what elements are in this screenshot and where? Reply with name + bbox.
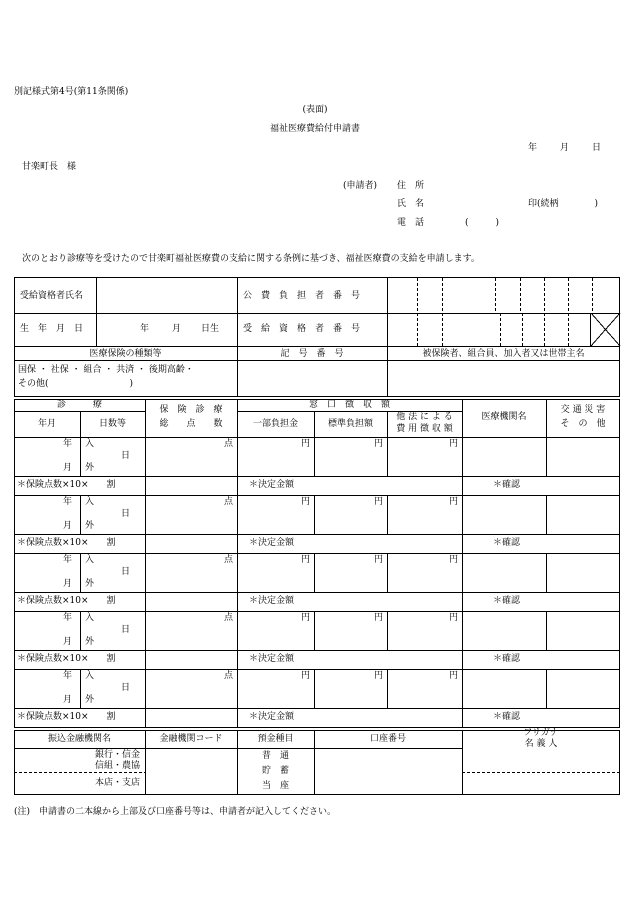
row-other-yen: 円 [449, 613, 459, 623]
row-outpatient-label: 外 [85, 579, 95, 589]
row-standard-yen: 円 [374, 555, 384, 565]
insurance-points-header-line1: 保 険 診 療 [159, 405, 223, 415]
traffic-accident-header-line2: そ の 他 [560, 419, 606, 429]
row-points-unit: 点 [224, 439, 234, 449]
footer-note: (注) 申請書の二本線から上部及び口座番号等は、申請者が記入してください。 [14, 807, 337, 817]
row-confirm-label: ＊確認 [493, 654, 521, 664]
row-decided-label: ＊決定金額 [249, 480, 295, 490]
bank-kinds-line1: 銀行・信金 [94, 750, 140, 760]
row-confirm-label: ＊確認 [493, 538, 521, 548]
row-points-unit: 点 [224, 497, 234, 507]
row-inpatient-label: 入 [85, 439, 95, 449]
row-standard-yen: 円 [374, 497, 384, 507]
row-month-label: 月 [63, 521, 73, 531]
row-confirm-label: ＊確認 [493, 596, 521, 606]
address-label: 住 所 [397, 181, 425, 191]
row-year-label: 年 [63, 555, 73, 565]
phone-parens: ( ) [465, 218, 500, 228]
row-inpatient-label: 入 [85, 613, 95, 623]
form-reference: 別記様式第4号(第11条関係) [14, 87, 129, 97]
row-day-label: 日 [121, 451, 131, 461]
row-standard-yen: 円 [374, 671, 384, 681]
insurance-options-line2: その他( ) [18, 379, 134, 389]
seal-label: 印(続柄 ) [528, 199, 599, 209]
year-month-header: 年月 [37, 419, 56, 429]
days-header: 日数等 [98, 419, 126, 429]
bank-name-header: 振込金融機関名 [47, 734, 111, 744]
ordinary-account-label: 普 通 [261, 751, 289, 761]
insurance-points-header-line2: 総 点 数 [159, 419, 223, 429]
date-day-label: 日 [592, 143, 602, 153]
public-payer-number-label: 公 費 負 担 者 番 号 [243, 291, 361, 301]
bank-code-header: 金融機関コード [159, 734, 223, 744]
row-month-label: 月 [63, 463, 73, 473]
application-statement: 次のとおり診療等を受けたので甘楽町福祉医療費の支給に関する条例に基づき、福祉医療費の支給を申請します。 [22, 254, 480, 264]
birth-year-label: 年 [140, 324, 150, 334]
row-inpatient-label: 入 [85, 497, 95, 507]
page-title: 福祉医療費給付申請書 [269, 124, 360, 134]
row-partial-yen: 円 [301, 439, 311, 449]
birth-day-label: 日生 [201, 324, 220, 334]
row-confirm-label: ＊確認 [493, 480, 521, 490]
row-other-yen: 円 [449, 439, 459, 449]
row-day-label: 日 [121, 509, 131, 519]
row-partial-yen: 円 [301, 671, 311, 681]
row-calc-label: ＊保険点数×10× 割 [17, 480, 116, 490]
insurance-type-header: 医療保険の種類等 [89, 349, 162, 359]
savings-account-label: 貯 蓄 [261, 766, 289, 776]
row-standard-yen: 円 [374, 613, 384, 623]
row-year-label: 年 [63, 439, 73, 449]
form-side: (表面) [302, 105, 328, 115]
phone-label: 電 話 [397, 218, 425, 228]
branch-label: 本店・支店 [94, 778, 140, 788]
partial-burden-header: 一部負担金 [252, 419, 298, 429]
deposit-type-header: 預金種目 [257, 734, 294, 744]
birth-date-label: 生 年 月 日 [20, 324, 84, 334]
row-day-label: 日 [121, 683, 131, 693]
traffic-accident-header-line1: 交 通 災 害 [560, 405, 606, 415]
recipient-name-label: 受給資格者氏名 [20, 291, 84, 301]
row-partial-yen: 円 [301, 613, 311, 623]
row-outpatient-label: 外 [85, 695, 95, 705]
row-decided-label: ＊決定金額 [249, 712, 295, 722]
row-month-label: 月 [63, 579, 73, 589]
row-confirm-label: ＊確認 [493, 712, 521, 722]
row-day-label: 日 [121, 567, 131, 577]
row-standard-yen: 円 [374, 439, 384, 449]
row-partial-yen: 円 [301, 555, 311, 565]
row-month-label: 月 [63, 695, 73, 705]
birth-month-label: 月 [172, 324, 182, 334]
row-decided-label: ＊決定金額 [249, 596, 295, 606]
other-law-header-line2: 費 用 徴 収 額 [396, 424, 453, 434]
applicant-label: (申請者) [343, 181, 378, 191]
treatment-header: 診 療 [56, 400, 102, 410]
furigana-header: フリガナ [523, 728, 559, 738]
date-month-label: 月 [560, 143, 570, 153]
row-day-label: 日 [121, 625, 131, 635]
account-holder-header: 名 義 人 [524, 739, 558, 749]
row-other-yen: 円 [449, 497, 459, 507]
row-points-unit: 点 [224, 555, 234, 565]
row-inpatient-label: 入 [85, 671, 95, 681]
row-calc-label: ＊保険点数×10× 割 [17, 712, 116, 722]
row-outpatient-label: 外 [85, 637, 95, 647]
row-year-label: 年 [63, 497, 73, 507]
row-other-yen: 円 [449, 671, 459, 681]
current-account-label: 当 座 [261, 781, 289, 791]
name-label: 氏 名 [397, 199, 425, 209]
row-partial-yen: 円 [301, 497, 311, 507]
row-points-unit: 点 [224, 613, 234, 623]
row-year-label: 年 [63, 671, 73, 681]
counter-collection-header: 窓 口 徴 収 額 [308, 400, 390, 410]
row-outpatient-label: 外 [85, 463, 95, 473]
row-calc-label: ＊保険点数×10× 割 [17, 538, 116, 548]
standard-burden-header: 標準負担額 [327, 419, 373, 429]
row-other-yen: 円 [449, 555, 459, 565]
bank-kinds-line2: 信組・農協 [94, 761, 140, 771]
insurance-options-line1: 国保 ・ 社保 ・ 組合 ・ 共済 ・ 後期高齢・ [18, 365, 194, 375]
symbol-number-header: 記 号 番 号 [280, 349, 344, 359]
row-outpatient-label: 外 [85, 521, 95, 531]
date-year-label: 年 [528, 143, 538, 153]
row-month-label: 月 [63, 637, 73, 647]
addressee: 甘楽町長 様 [22, 162, 77, 172]
row-decided-label: ＊決定金額 [249, 654, 295, 664]
recipient-number-label: 受 給 資 格 者 番 号 [243, 324, 361, 334]
row-decided-label: ＊決定金額 [249, 538, 295, 548]
row-inpatient-label: 入 [85, 555, 95, 565]
other-law-header-line1: 他 法 に よ る [396, 412, 453, 422]
institution-header: 医療機関名 [481, 412, 527, 422]
account-number-header: 口座番号 [369, 734, 406, 744]
insured-name-header: 被保険者、組合員、加入者又は世帯主名 [422, 349, 585, 359]
row-calc-label: ＊保険点数×10× 割 [17, 596, 116, 606]
row-calc-label: ＊保険点数×10× 割 [17, 654, 116, 664]
row-year-label: 年 [63, 613, 73, 623]
row-points-unit: 点 [224, 671, 234, 681]
